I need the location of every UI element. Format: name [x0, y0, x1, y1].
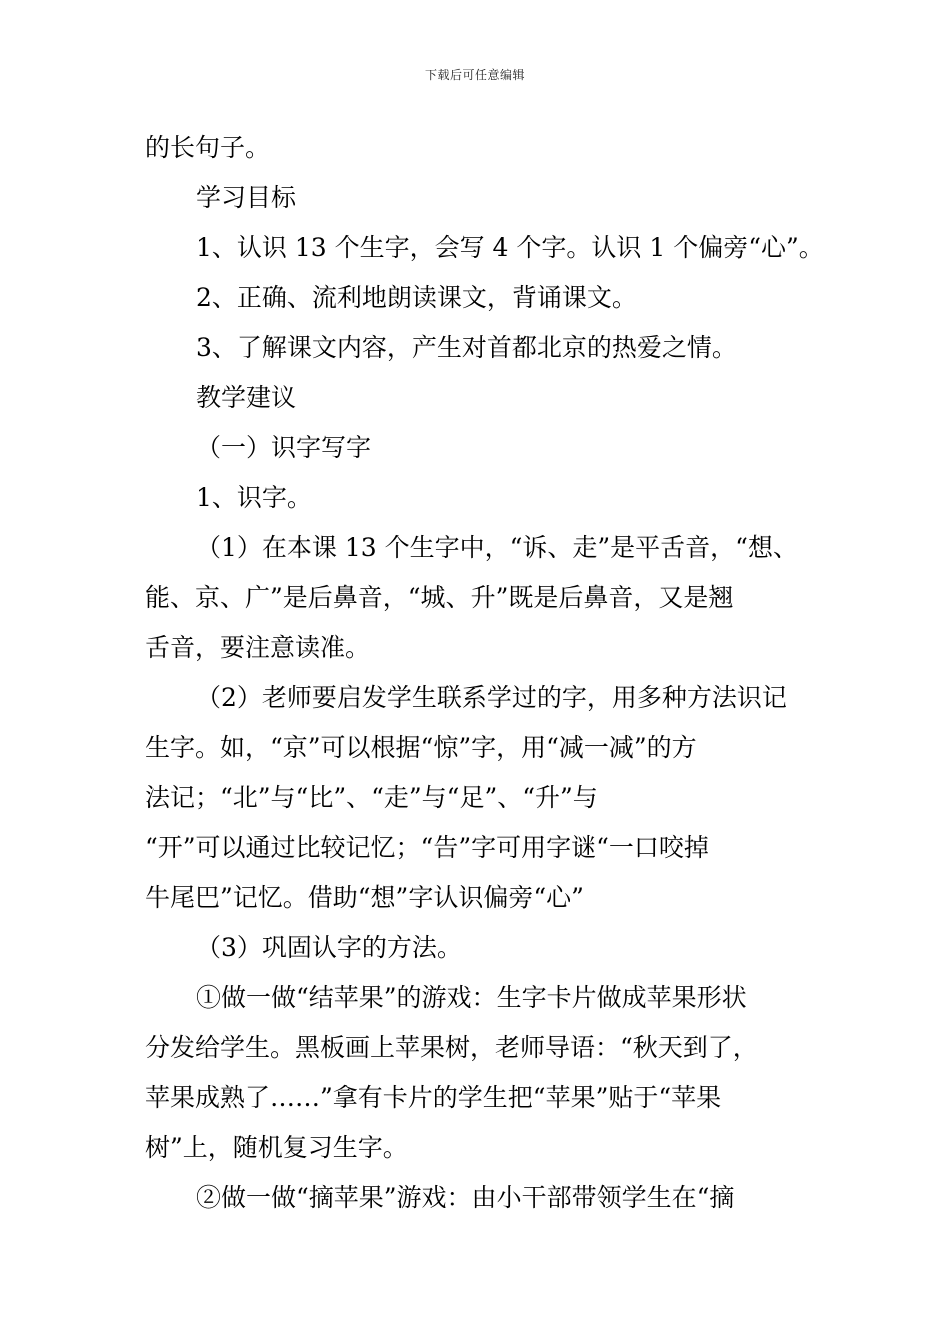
text-line: 法记；“北”与“比”、“走”与“足”、“升”与 [145, 783, 598, 812]
text-line: 1、识字。 [196, 483, 312, 512]
text-line: 2、正确、流利地朗读课文，背诵课文。 [196, 283, 637, 312]
text-line: （1）在本课 13 个生字中，“诉、走”是平舌音，“想、 [196, 533, 798, 562]
text-line: 树”上，随机复习生字。 [145, 1133, 408, 1162]
subsection-heading: （一）识字写字 [196, 433, 372, 462]
text-line: 苹果成熟了……”拿有卡片的学生把“苹果”贴于“苹果 [145, 1083, 722, 1112]
text-line: （3）巩固认字的方法。 [196, 933, 462, 962]
text-line: 舌音，要注意读准。 [145, 633, 371, 662]
text-line: 3、了解课文内容，产生对首都北京的热爱之情。 [196, 333, 737, 362]
section-heading: 教学建议 [196, 383, 297, 412]
text-line: 的长句子。 [145, 133, 271, 162]
text-line: （2）老师要启发学生联系学过的字，用多种方法识记 [196, 683, 787, 712]
text-line: 1、认识 13 个生字，会写 4 个字。认识 1 个偏旁“心”。 [196, 233, 824, 262]
text-line: ①做一做“结苹果”的游戏：生字卡片做成苹果形状 [196, 983, 747, 1012]
text-line: “开”可以通过比较记忆；“告”字可用字谜“一口咬掉 [145, 833, 709, 862]
text-line: 能、京、广”是后鼻音，“城、升”既是后鼻音，又是翘 [145, 583, 734, 612]
text-line: 牛尾巴”记忆。借助“想”字认识偏旁“心” [145, 883, 584, 912]
text-line: 生字。如，“京”可以根据“惊”字，用“减一减”的方 [145, 733, 697, 762]
page-header: 下载后可任意编辑 [424, 68, 525, 82]
text-line: ②做一做“摘苹果”游戏：由小干部带领学生在“摘 [196, 1183, 735, 1212]
section-heading: 学习目标 [196, 183, 297, 212]
text-line: 分发给学生。黑板画上苹果树，老师导语：“秋天到了， [145, 1033, 758, 1062]
